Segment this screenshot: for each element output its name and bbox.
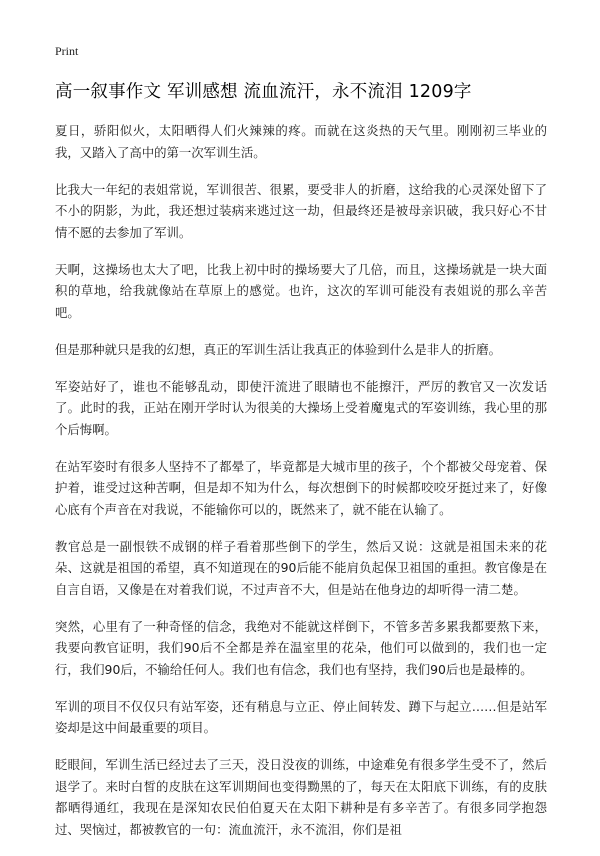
paragraph-7: 教官总是一副恨铁不成钢的样子看着那些倒下的学生，然后又说：这就是祖国未来的花朵、这就是祖国的希望，真不知道现在的90后能不能肩负起保卫祖国的重担。教官像是在自言自语，又像是在对着我们说，不过声音不大，但是站在他身边的却听得一清二楚。 <box>55 538 547 597</box>
paragraph-4: 但是那种就只是我的幻想，真正的军训生活让我真正的体验到什么是非人的折磨。 <box>55 341 502 357</box>
paragraph-6: 在站军姿时有很多人坚持不了都晕了，毕竟都是大城市里的孩子，个个都被父母宠着、保护着，谁受过这种苦啊，但是却不知为什么，每次想倒下的时候都咬咬牙挺过来了，好像心底有个声音在对我说，不能输你可以的，既然来了，就不能在认输了。 <box>55 458 547 517</box>
article-body <box>55 120 547 856</box>
print-link[interactable]: Print <box>55 44 79 58</box>
paragraph-1: 夏日，骄阳似火，太阳晒得人们火辣辣的疼。而就在这炎热的天气里。刚刚初三毕业的我，又踏入了高中的第一次军训生活。 <box>55 123 547 160</box>
paragraph-5: 军姿站好了，谁也不能够乱动，即使汗流进了眼睛也不能擦汗，严厉的教官又一次发话了。此时的我，正站在刚开学时认为很美的大操场上受着魔鬼式的军姿训练，我心里的那个后悔啊。 <box>55 378 547 437</box>
paragraph-8: 突然，心里有了一种奇怪的信念，我绝对不能就这样倒下，不管多苦多累我都要熬下来，我要向教官证明，我们90后不全都是养在温室里的花朵，他们可以做到的，我们也一定行，我们90后，不输给任何人。我们也有信念，我们也有坚持，我们90后也是最棒的。 <box>55 618 547 677</box>
paragraph-10: 眨眼间，军训生活已经过去了三天，没日没夜的训练，中途难免有很多学生受不了，然后退学了。来时白皙的皮肤在这军训期间也变得黝黑的了，每天在太阳底下训练，有的皮肤都晒得通红，我现在是深知农民伯伯夏天在太阳下耕种是有多辛苦了。有很多同学抱怨过、哭恼过，都被教官的一句：流血流汗，永不流泪，你们是祖 <box>55 757 547 837</box>
paragraph-9: 军训的项目不仅仅只有站军姿，还有稍息与立正、停止间转发、蹲下与起立……但是站军姿却是这中间最重要的项目。 <box>55 698 547 735</box>
paragraph-2: 比我大一年纪的表姐常说，军训很苦、很累，要受非人的折磨，这给我的心灵深处留下了不小的阴影，为此，我还想过装病来逃过这一劫，但最终还是被母亲识破，我只好心不甘情不愿的去参加了军训。 <box>55 181 547 240</box>
paragraph-3: 天啊，这操场也太大了吧，比我上初中时的操场要大了几倍，而且，这操场就是一块大面积的草地，给我就像站在草原上的感觉。也许，这次的军训可能没有表姐说的那么辛苦吧。 <box>55 261 547 320</box>
article-title: 高一叙事作文 军训感想 流血流汗，永不流泪 1209字 <box>55 82 472 102</box>
